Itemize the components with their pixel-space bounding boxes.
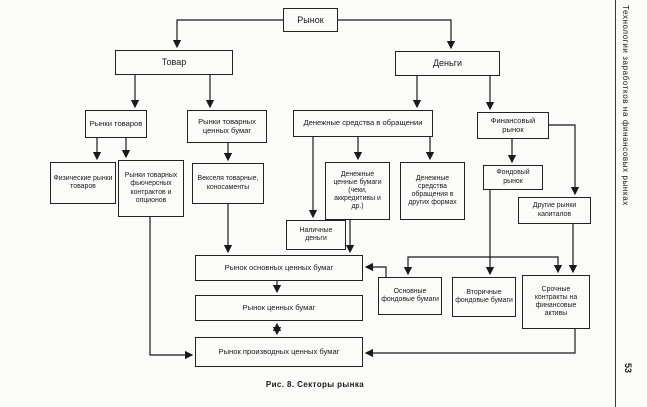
- node-rynok-osnovnyh: [195, 255, 363, 281]
- node-fin-rynok: [477, 112, 549, 139]
- page-number: 53: [623, 363, 633, 374]
- node-rynki-tovarnyh: [187, 110, 267, 143]
- node-nalichnye: [286, 220, 346, 250]
- node-nalichnye-label: Наличные деньги: [299, 226, 333, 242]
- figure-caption: Рис. 8. Секторы рынка: [265, 380, 365, 389]
- node-rynok-proizvodnyh: [195, 337, 363, 367]
- node-rynki-tovarov-label: Рынки товаров: [89, 118, 143, 128]
- running-head-vertical: Технологии заработков на финансовых рынках: [621, 5, 630, 206]
- node-fyuchersnye: [118, 160, 184, 217]
- node-srochnye: [522, 275, 590, 329]
- node-drugie-rynki: [518, 197, 591, 224]
- node-den-drugie-label: Денежные средства обращения в других формах: [408, 174, 457, 207]
- node-tovar-label: Товар: [161, 57, 187, 68]
- node-fyuchersnye-label: Рынки товарных фьючерсных контрактов и опционов: [124, 172, 178, 204]
- node-rynok-cb-label: Рынок ценных бумаг: [242, 302, 316, 312]
- node-dengi: [395, 51, 500, 76]
- node-rynok: [283, 8, 338, 32]
- node-vtorichnye-fb-label: Вторичные фондовые бумаги: [455, 288, 513, 304]
- node-fizicheskie: [50, 162, 116, 204]
- node-vtorichnye-fb: [452, 277, 516, 317]
- node-vekselya-label: Векселя товарные, коносаменты: [197, 175, 259, 191]
- node-osnovnye-fb-label: Основные фондовые бумаги: [381, 287, 439, 303]
- node-den-cb-label: Денежные ценные бумаги (чеки, аккредитивы и др.): [333, 170, 382, 211]
- node-tovar: [115, 50, 233, 75]
- node-den-sredstva-label: Денежные средства в обращении: [303, 118, 423, 128]
- node-rynki-tovarnyh-label: Рынки товарных ценных бумаг: [198, 116, 256, 135]
- node-rynok-osnovnyh-label: Рынок основных ценных бумаг: [224, 262, 334, 272]
- node-dengi-label: Деньги: [432, 58, 463, 69]
- node-den-sredstva: [293, 110, 433, 137]
- node-rynki-tovarov: [85, 110, 147, 138]
- node-den-drugie: [400, 162, 465, 220]
- node-fizicheskie-label: Физические рынки товаров: [53, 174, 113, 190]
- node-vekselya: [192, 163, 264, 204]
- node-rynok-label: Рынок: [297, 14, 324, 25]
- node-rynok-cb: [195, 295, 363, 321]
- node-fondovyj-label: Фондовый рынок: [496, 169, 530, 185]
- node-srochnye-label: Срочные контракты на финансовые активы: [534, 285, 578, 318]
- node-drugie-rynki-label: Другие рынки капиталов: [532, 202, 577, 218]
- node-osnovnye-fb: [378, 277, 442, 315]
- margin-divider-line: [615, 0, 616, 407]
- node-fin-rynok-label: Финансовый рынок: [490, 115, 536, 134]
- node-den-cb: [325, 162, 390, 220]
- node-fondovyj: [483, 165, 543, 190]
- node-rynok-proizvodnyh-label: Рынок производных ценных бумаг: [218, 346, 340, 356]
